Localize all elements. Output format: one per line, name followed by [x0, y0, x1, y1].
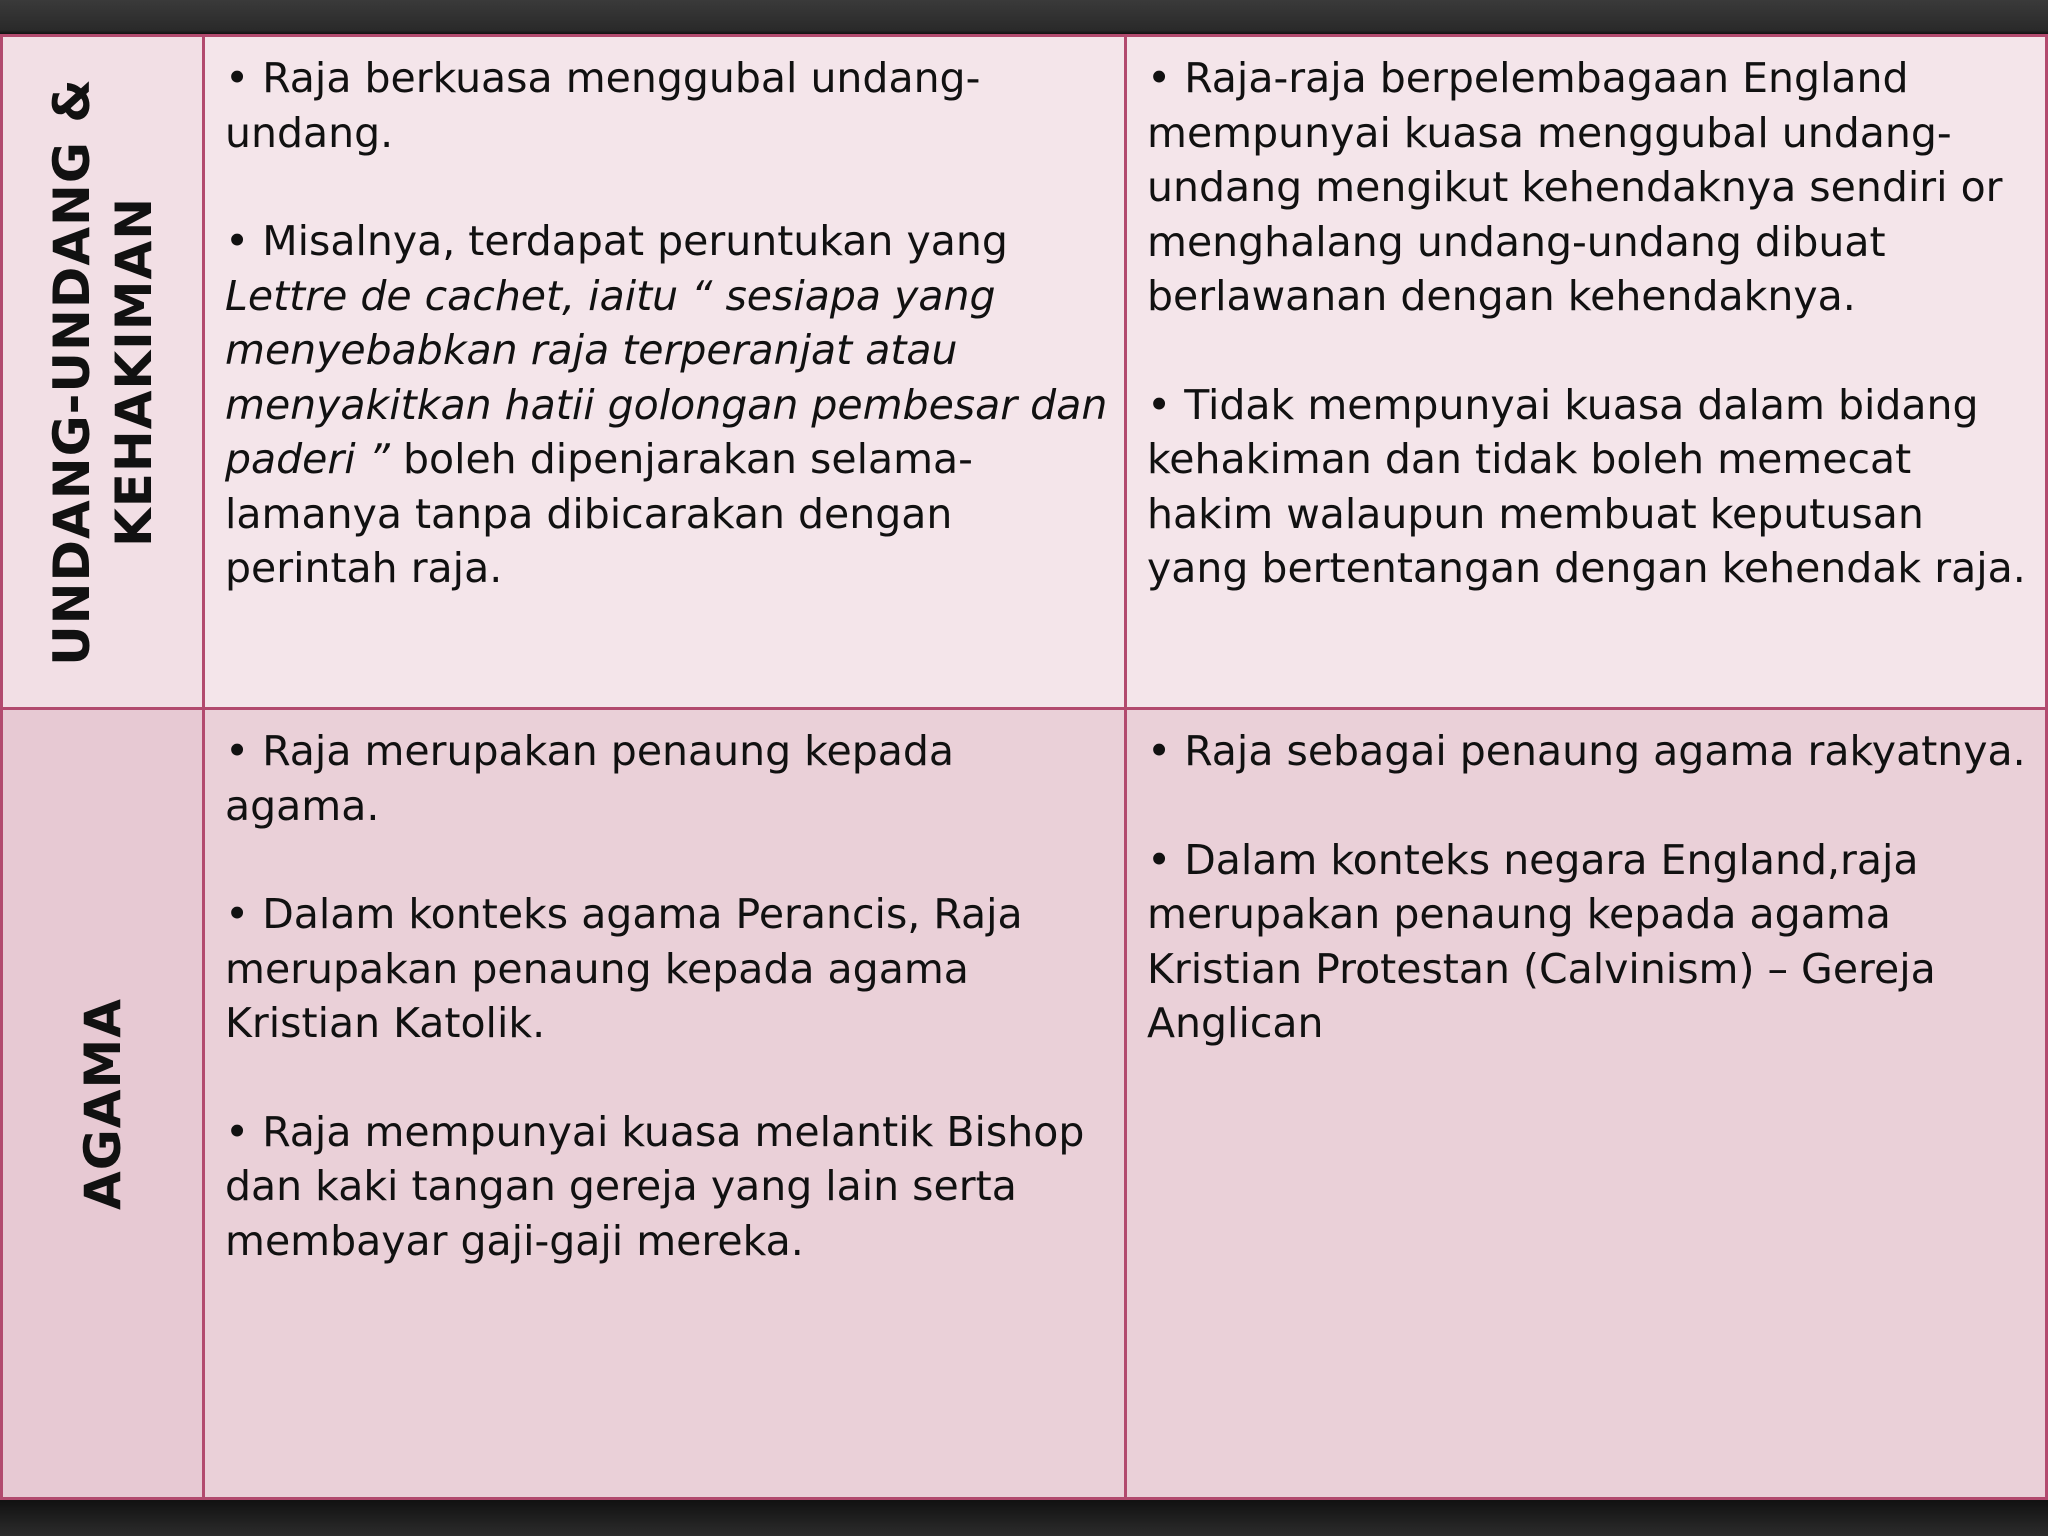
paragraph: • Raja-raja berpelembagaan England mempunyai kuasa menggubal undang-undang mengikut kehendaknya sendiri or menghalang undang-undang dibuat berlawanan dengan kehendaknya. [1147, 54, 2003, 320]
paragraph: • Raja sebagai penaung agama rakyatnya. [1147, 727, 2026, 775]
row-header-line1: AGAMA [73, 997, 132, 1210]
paragraph: • Tidak mempunyai kuasa dalam bidang kehakiman dan tidak boleh memecat hakim walaupun membuat keputusan yang bertentangan dengan kehendak raja. [1147, 380, 2026, 592]
comparison-table [0, 34, 2048, 1500]
paragraph: • Dalam konteks agama Perancis, Raja merupakan penaung kepada agama Kristian Katolik. [225, 890, 1023, 1047]
cell-england-religion [1127, 710, 2048, 1500]
paragraph-text: boleh dipenjarakan selama-lamanya tanpa dibicarakan dengan perintah raja. [225, 435, 973, 592]
row-header-label [72, 998, 134, 1210]
italic-quote: Lettre de cachet, iaitu “ sesiapa yang menyebabkan raja terperanjat atau menyakitkan hatii golongan pembesar dan paderi ” [225, 271, 1108, 483]
row-header-line1: UNDANG-UNDANG & [42, 78, 101, 666]
paragraph: • Dalam konteks negara England,raja merupakan penaung kepada agama Kristian Protestan (Calvinism) – Gereja Anglican [1147, 835, 1936, 1047]
row-header-line2: KEHAKIMAN [104, 196, 163, 548]
row-header-undang-undang [0, 34, 205, 710]
paragraph [225, 214, 1110, 596]
cell-france-law [205, 34, 1127, 710]
row-header-agama [0, 710, 205, 1500]
paragraph: • Raja berkuasa menggubal undang-undang. [225, 54, 981, 157]
cell-france-religion [205, 710, 1127, 1500]
paragraph: • Raja merupakan penaung kepada agama. [225, 727, 954, 830]
cell-england-law [1127, 34, 2048, 710]
row-header-label [41, 78, 165, 666]
paragraph: • Raja mempunyai kuasa melantik Bishop dan kaki tangan gereja yang lain serta membayar gaji-gaji mereka. [225, 1107, 1085, 1265]
paragraph-text: • Misalnya, terdapat peruntukan yang [225, 217, 1008, 265]
